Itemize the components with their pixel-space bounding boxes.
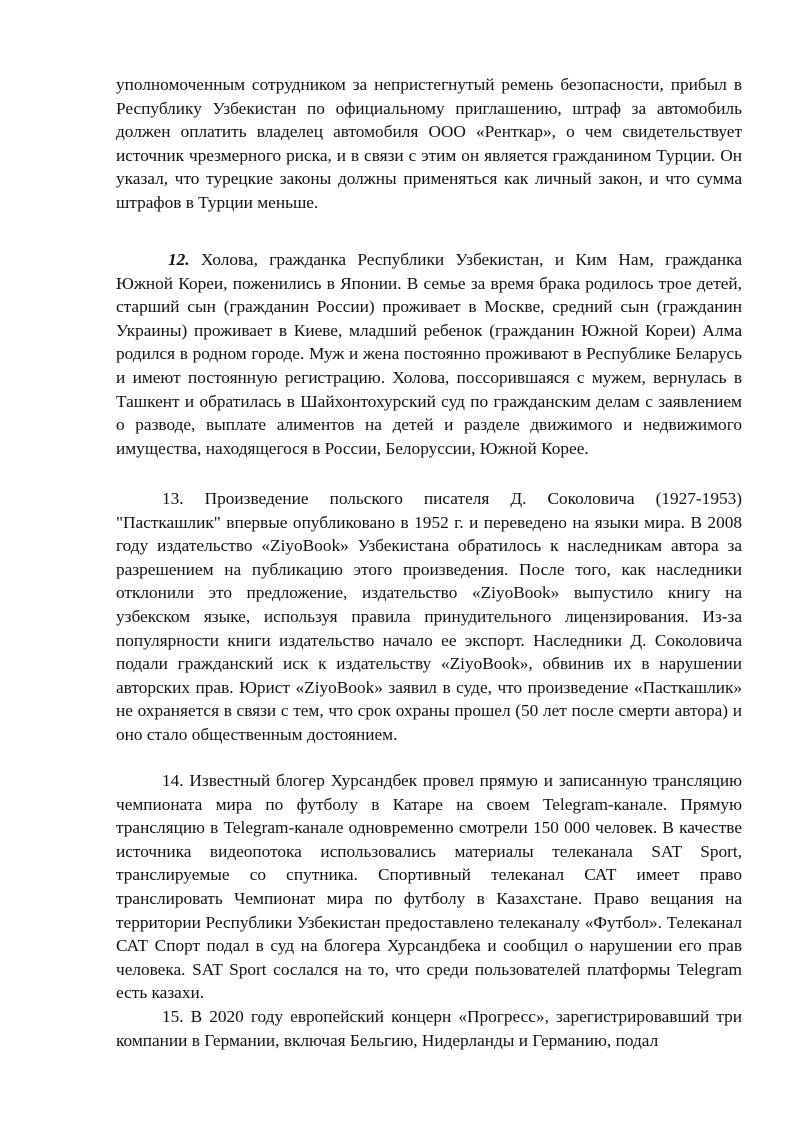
paragraph-13: 13. Произведение польского писателя Д. Соколовича (1927-1953) "Пасткашлик" впервые опубликовано в 1952 г. и переведено на языки мира. В 2008 году издательство «ZiyoBook» Узбекистана обратилось к наследникам автора за разрешением на публикацию этого произведения. После того, как наследники отклонили это предложение, издательство «ZiyoBook» выпустило книгу на узбекском языке, используя правила принудительного лицензирования. Из-за популярности книги издательство начало ее экспорт. Наследники Д. Соколовича подали гражданский иск к издательству «ZiyoBook», обвинив их в нарушении авторских прав. Юрист «ZiyoBook» заявил в суде, что произведение «Пасткашлик» не охраняется в связи с тем, что срок охраны прошел (50 лет после смерти автора) и оно стало общественным достоянием. (116, 489, 742, 744)
paragraph-intro: уполномоченным сотрудником за непристегнутый ремень безопасности, прибыл в Республику Узбекистан по официальному приглашению, штраф за автомобиль должен оплатить владелец автомобиля ООО «Ренткар», о чем свидетельствует источник чрезмерного риска, и в связи с этим он является гражданином Турции. Он указал, что турецкие законы должны применяться как личный закон, и что сумма штрафов в Турции меньше. (116, 75, 742, 212)
paragraph-12-text: Холова, гражданка Республики Узбекистан, и Ким Нам, гражданка Южной Кореи, поженились в Японии. В семье за время брака родилось трое детей, старший сын (гражданин России) проживает в Москве, средний сын (гражданин Украины) проживает в Киеве, младший ребенок (гражданин Южной Кореи) Алма родился в родном городе. Муж и жена постоянно проживают в Республике Беларусь и имеют постоянную регистрацию. Холова, поссорившаяся с мужем, вернулась в Ташкент и обратилась в Шайхонтохурский суд по гражданским делам с заявлением о разводе, выплате алиментов на детей и разделе движимого и недвижимого имущества, находящегося в России, Белоруссии, Южной Корее. (116, 250, 742, 458)
paragraph-12 (116, 248, 742, 460)
paragraph-15: 15. В 2020 году европейский концерн «Прогресс», зарегистрировавший три компании в Германии, включая Бельгию, Нидерланды и Германию, подал (116, 1007, 742, 1050)
paragraph-14: 14. Известный блогер Хурсандбек провел прямую и записанную трансляцию чемпионата мира по футболу в Катаре на своем Telegram-канале. Прямую трансляцию в Telegram-канале одновременно смотрели 150 000 человек. В качестве источника видеопотока использовались материалы телеканала SAT Sport, транслируемые со спутника. Спортивный телеканал САТ имеет право транслировать Чемпионат мира по футболу в Казахстане. Право вещания на территории Республики Узбекистан предоставлено телеканалу «Футбол». Телеканал САТ Спорт подал в суд на блогера Хурсандбека и сообщил о нарушении его прав человека. SAT Sport сослался на то, что среди пользователей платформы Telegram есть казахи. (116, 771, 742, 1003)
paragraph-12-number: 12. (168, 250, 190, 269)
